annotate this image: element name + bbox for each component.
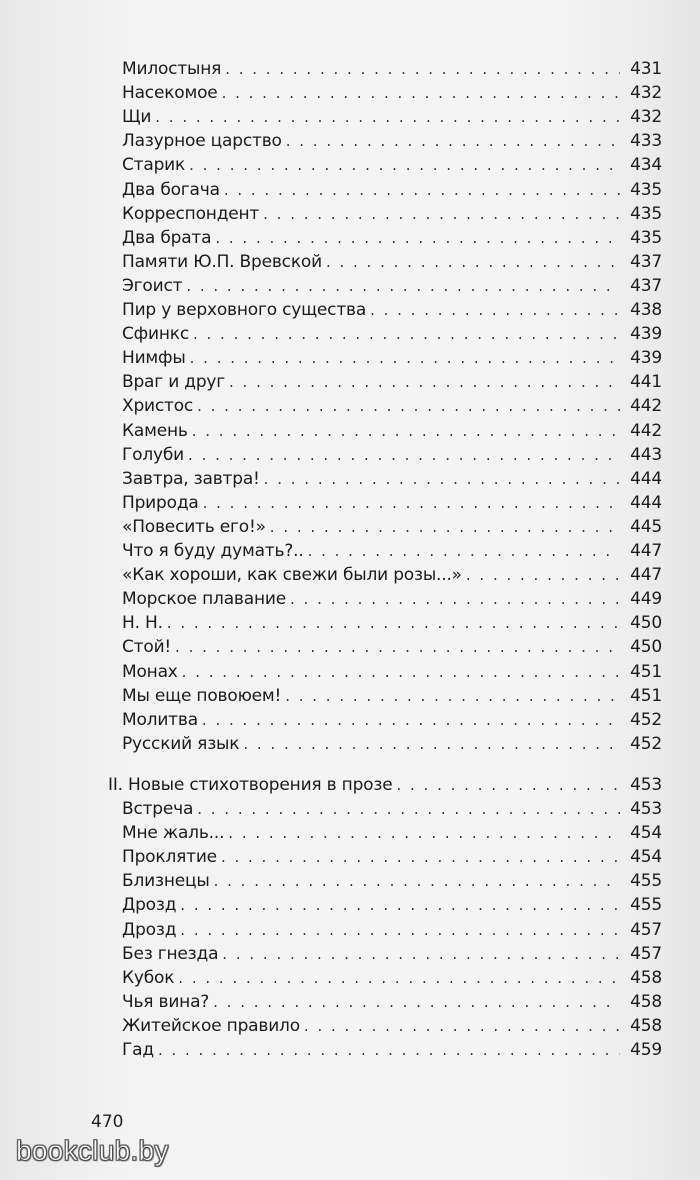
dot-leader <box>189 154 620 176</box>
toc-entry-title: Встреча <box>122 799 194 819</box>
toc-entry <box>122 152 662 176</box>
dot-leader <box>270 516 620 538</box>
dot-leader <box>193 323 620 345</box>
toc-entry-page: 453 <box>630 799 662 819</box>
toc-entry <box>122 297 662 321</box>
toc-entry-page: 452 <box>630 709 662 730</box>
dot-leader <box>188 444 620 466</box>
dot-leader <box>203 492 620 514</box>
toc-entry-title: Пир у верховного существа <box>122 300 367 320</box>
toc-entry-title: «Как хороши, как свежи были розы...» <box>122 565 462 586</box>
toc-entry-title: Н. Н. <box>122 613 163 634</box>
toc-entry-title: Враг и друг <box>122 372 225 393</box>
dot-leader <box>326 251 620 273</box>
dot-leader <box>396 774 620 796</box>
toc-entry-page: 451 <box>630 685 662 706</box>
toc-entry-title: Милостыня <box>122 59 222 79</box>
toc-entry-title: Лазурное царство <box>122 131 282 152</box>
toc-entry-page: 450 <box>630 613 662 634</box>
page-number: 470 <box>91 1112 124 1132</box>
toc-entry-title: Мы еще повоюем! <box>122 685 282 706</box>
toc-entry-title: Два богача <box>122 179 220 200</box>
toc-entry-title: Морское плавание <box>122 589 286 610</box>
toc-entry-title: Завтра, завтра! <box>122 468 260 489</box>
toc-entry-page: 435 <box>630 179 662 200</box>
toc-entry-title: Насекомое <box>122 83 218 104</box>
dot-leader <box>221 846 620 868</box>
toc-entry-page: 432 <box>630 107 662 128</box>
toc-entry-title: Гад <box>122 1040 154 1060</box>
toc-entry-page: 455 <box>630 871 662 892</box>
toc-entry-title: Голуби <box>122 444 185 465</box>
dot-leader <box>190 347 620 369</box>
toc-entry <box>122 80 662 104</box>
toc-entry <box>122 225 662 249</box>
toc-entry <box>122 868 662 892</box>
dot-leader <box>222 82 620 104</box>
toc-entry-title: Камень <box>122 420 188 441</box>
toc-entry-page: 434 <box>630 155 662 176</box>
toc-entry-page: 453 <box>630 774 662 795</box>
toc-entry <box>122 796 662 820</box>
toc-entry <box>122 418 662 442</box>
toc-entry <box>122 56 662 80</box>
toc-entry-page: 454 <box>630 847 662 868</box>
toc-entry <box>122 104 662 128</box>
toc-entry-title: Дрозд <box>122 895 177 916</box>
toc-entry-title: Проклятие <box>122 847 217 868</box>
toc-entry-page: 458 <box>630 1015 662 1036</box>
toc-entry-title: «Повесить его!» <box>122 516 266 537</box>
toc-entry <box>122 892 662 916</box>
toc-entry <box>122 610 662 634</box>
dot-leader <box>215 227 620 249</box>
toc-entry <box>122 273 662 297</box>
dot-leader <box>228 822 620 844</box>
dot-leader <box>213 991 620 1013</box>
toc-entry <box>122 538 662 562</box>
toc-entry <box>122 369 662 393</box>
toc-entry-page: 459 <box>630 1040 662 1060</box>
dot-leader <box>308 540 620 562</box>
toc-entry <box>122 820 662 844</box>
toc-entry <box>122 249 662 273</box>
toc-entry <box>122 917 662 941</box>
dot-leader <box>186 275 620 297</box>
toc-entry-title: Житейское правило <box>122 1015 300 1036</box>
toc-entry-title: Мне жаль... <box>122 823 225 844</box>
toc-entry <box>122 442 662 466</box>
toc-entry-page: 444 <box>630 468 662 489</box>
toc-entry-page: 437 <box>630 251 662 272</box>
toc-entry-page: 441 <box>630 372 662 393</box>
toc-entry <box>122 562 662 586</box>
toc-entry-page: 435 <box>630 203 662 224</box>
dot-leader <box>222 943 620 965</box>
toc-entry-page: 438 <box>630 300 662 320</box>
dot-leader <box>178 967 620 989</box>
toc-entry <box>122 634 662 658</box>
toc-entry-title: Дрозд <box>122 919 177 940</box>
dot-leader <box>290 588 620 610</box>
toc-entry-title: Старик <box>122 155 186 176</box>
dot-leader <box>264 468 620 490</box>
toc-entry-title: Русский язык <box>122 733 240 754</box>
toc-entry-page: 449 <box>630 589 662 610</box>
toc-entry <box>122 1013 662 1037</box>
toc-entry-page: 431 <box>630 59 662 79</box>
toc-entry-title: Чья вина? <box>122 991 210 1012</box>
toc-entry-title: Христос <box>122 396 194 417</box>
toc-entry-page: 433 <box>630 131 662 152</box>
toc-entry-title: Нимфы <box>122 348 186 369</box>
dot-leader <box>285 685 620 707</box>
toc-entry-title: Монах <box>122 661 178 682</box>
dot-leader <box>197 798 620 820</box>
toc-entry-page: 442 <box>630 396 662 417</box>
toc-entry <box>122 201 662 225</box>
toc-entry <box>122 707 662 731</box>
dot-leader <box>192 420 620 442</box>
toc-entry <box>122 466 662 490</box>
dot-leader <box>224 179 620 201</box>
dot-leader <box>229 371 620 393</box>
toc-entry-page: 444 <box>630 492 662 513</box>
toc-entry <box>122 177 662 201</box>
toc-entry-page: 450 <box>630 637 662 658</box>
toc-entry-title: Что я буду думать?.. <box>122 541 304 561</box>
dot-leader <box>243 733 620 755</box>
toc-entry <box>122 683 662 707</box>
toc-entry <box>122 128 662 152</box>
toc-entry-title: Стой! <box>122 637 172 658</box>
toc-entry-page: 452 <box>630 733 662 754</box>
dot-leader <box>197 395 620 417</box>
dot-leader <box>175 636 620 658</box>
toc-entry-page: 458 <box>630 967 662 988</box>
toc-entry <box>122 965 662 989</box>
dot-leader <box>167 612 620 634</box>
toc-entry <box>122 586 662 610</box>
toc-entry-title: Эгоист <box>122 275 183 296</box>
toc-entry-title: II. Новые стихотворения в прозе <box>108 774 393 795</box>
toc-entry-page: 437 <box>630 275 662 296</box>
toc-entry <box>122 490 662 514</box>
toc-entry <box>122 989 662 1013</box>
toc-entry-page: 445 <box>630 516 662 537</box>
toc-section-heading <box>108 772 662 796</box>
toc-entry <box>122 514 662 538</box>
toc-entry-page: 451 <box>630 661 662 682</box>
dot-leader <box>304 1015 620 1037</box>
toc-entry-page: 457 <box>630 919 662 940</box>
toc-entry-page: 442 <box>630 420 662 441</box>
toc-entry-title: Молитва <box>122 709 198 730</box>
dot-leader <box>202 709 620 731</box>
toc-entry-page: 455 <box>630 895 662 916</box>
toc-entry-page: 447 <box>630 541 662 561</box>
toc-entry <box>122 393 662 417</box>
toc-entry-page: 454 <box>630 823 662 844</box>
dot-leader <box>155 106 620 128</box>
toc-entry-title: Близнецы <box>122 871 210 892</box>
toc-entry-page: 447 <box>630 565 662 586</box>
toc-entry-page: 435 <box>630 227 662 248</box>
toc-entry-title: Кубок <box>122 967 175 988</box>
toc-entry <box>122 731 662 755</box>
toc-entry <box>122 659 662 683</box>
toc-entry <box>122 321 662 345</box>
dot-leader <box>286 130 620 152</box>
toc-entry <box>122 941 662 965</box>
toc-entry <box>122 1037 662 1061</box>
dot-leader <box>158 1039 620 1061</box>
toc-entry-title: Без гнезда <box>122 943 219 964</box>
dot-leader <box>370 299 620 321</box>
dot-leader <box>182 661 620 683</box>
toc-entry <box>122 345 662 369</box>
toc-entry <box>122 844 662 868</box>
dot-leader <box>180 894 620 916</box>
toc-entry-page: 439 <box>630 324 662 345</box>
toc-entry-page: 443 <box>630 444 662 465</box>
dot-leader <box>263 203 620 225</box>
toc-entry-title: Памяти Ю.П. Вревской <box>122 251 322 272</box>
dot-leader <box>180 919 620 941</box>
watermark-logo: bookclub.by <box>16 1135 169 1166</box>
toc-entry-page: 457 <box>630 943 662 964</box>
toc-entry-title: Природа <box>122 492 199 513</box>
dot-leader <box>214 870 620 892</box>
dot-leader <box>466 564 620 586</box>
toc-entry-page: 458 <box>630 991 662 1012</box>
toc-entry-title: Щи <box>122 107 152 128</box>
toc-entry-title: Корреспондент <box>122 203 260 224</box>
toc-entry-page: 439 <box>630 348 662 369</box>
toc-entry-title: Сфинкс <box>122 324 189 345</box>
toc-entry-page: 432 <box>630 83 662 104</box>
toc-entry-title: Два брата <box>122 227 212 248</box>
dot-leader <box>225 58 620 80</box>
